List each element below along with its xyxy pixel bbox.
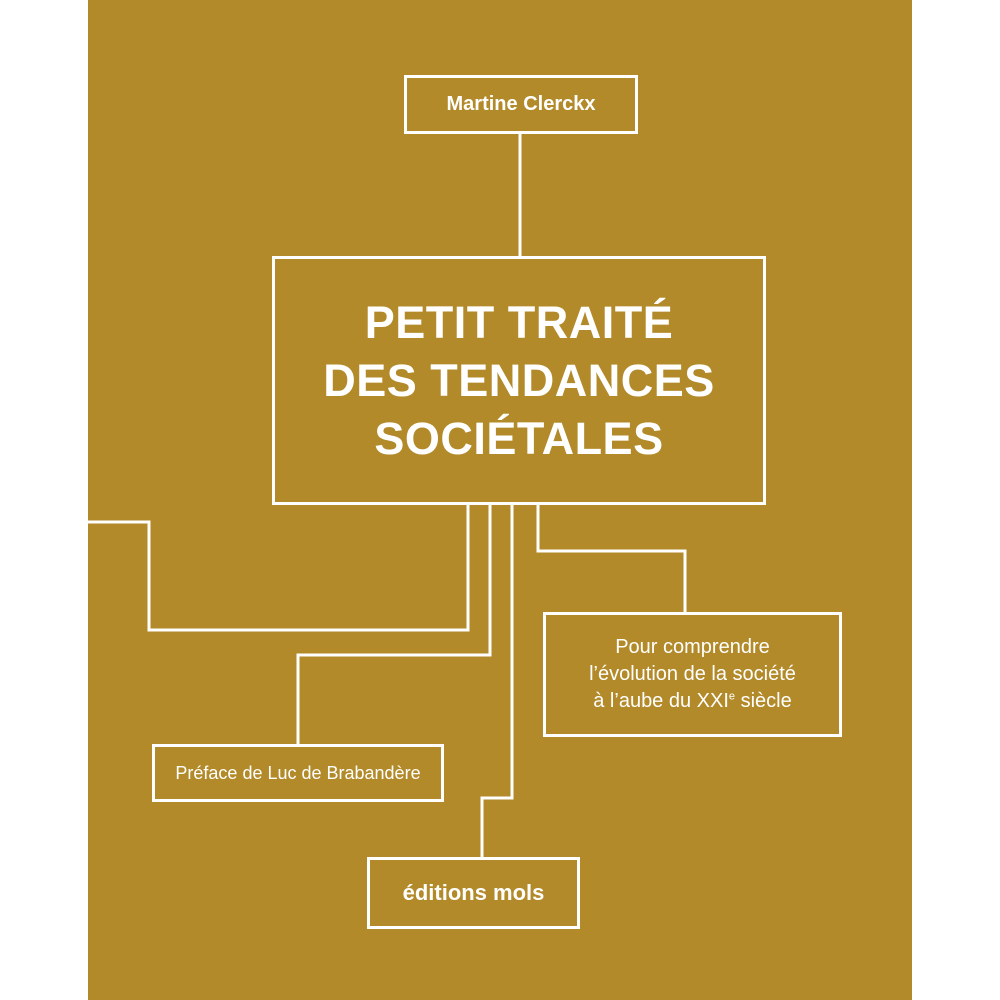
subtitle-line-3-text: à l’aube du XXI: [593, 690, 729, 712]
title-line-2: DES TENDANCES: [323, 354, 715, 406]
line-preface: [298, 505, 490, 744]
subtitle-line-1: Pour comprendre: [615, 636, 770, 658]
subtitle-line-3: [589, 688, 796, 715]
publisher-box: [367, 857, 580, 929]
preface-text: Préface de Luc de Brabandère: [175, 762, 421, 783]
book-title: [323, 294, 715, 468]
preface-box: [152, 744, 444, 802]
subtitle-line-3-end: siècle: [735, 690, 792, 712]
subtitle-box: [543, 612, 842, 737]
title-box: [272, 256, 766, 505]
publisher-name: éditions mols: [402, 880, 545, 905]
book-cover: [88, 0, 912, 1000]
line-subtitle: [538, 505, 685, 612]
author-box: [404, 75, 638, 134]
line-publisher: [482, 505, 512, 857]
line-left-loop: [88, 505, 468, 630]
author-name: Martine Clerckx: [446, 93, 596, 115]
superscript-e: e: [728, 690, 736, 703]
subtitle: [589, 634, 796, 715]
subtitle-line-2: l’évolution de la société: [589, 663, 796, 685]
title-line-1: PETIT TRAITÉ: [364, 296, 674, 348]
title-line-3: SOCIÉTALES: [374, 412, 664, 464]
